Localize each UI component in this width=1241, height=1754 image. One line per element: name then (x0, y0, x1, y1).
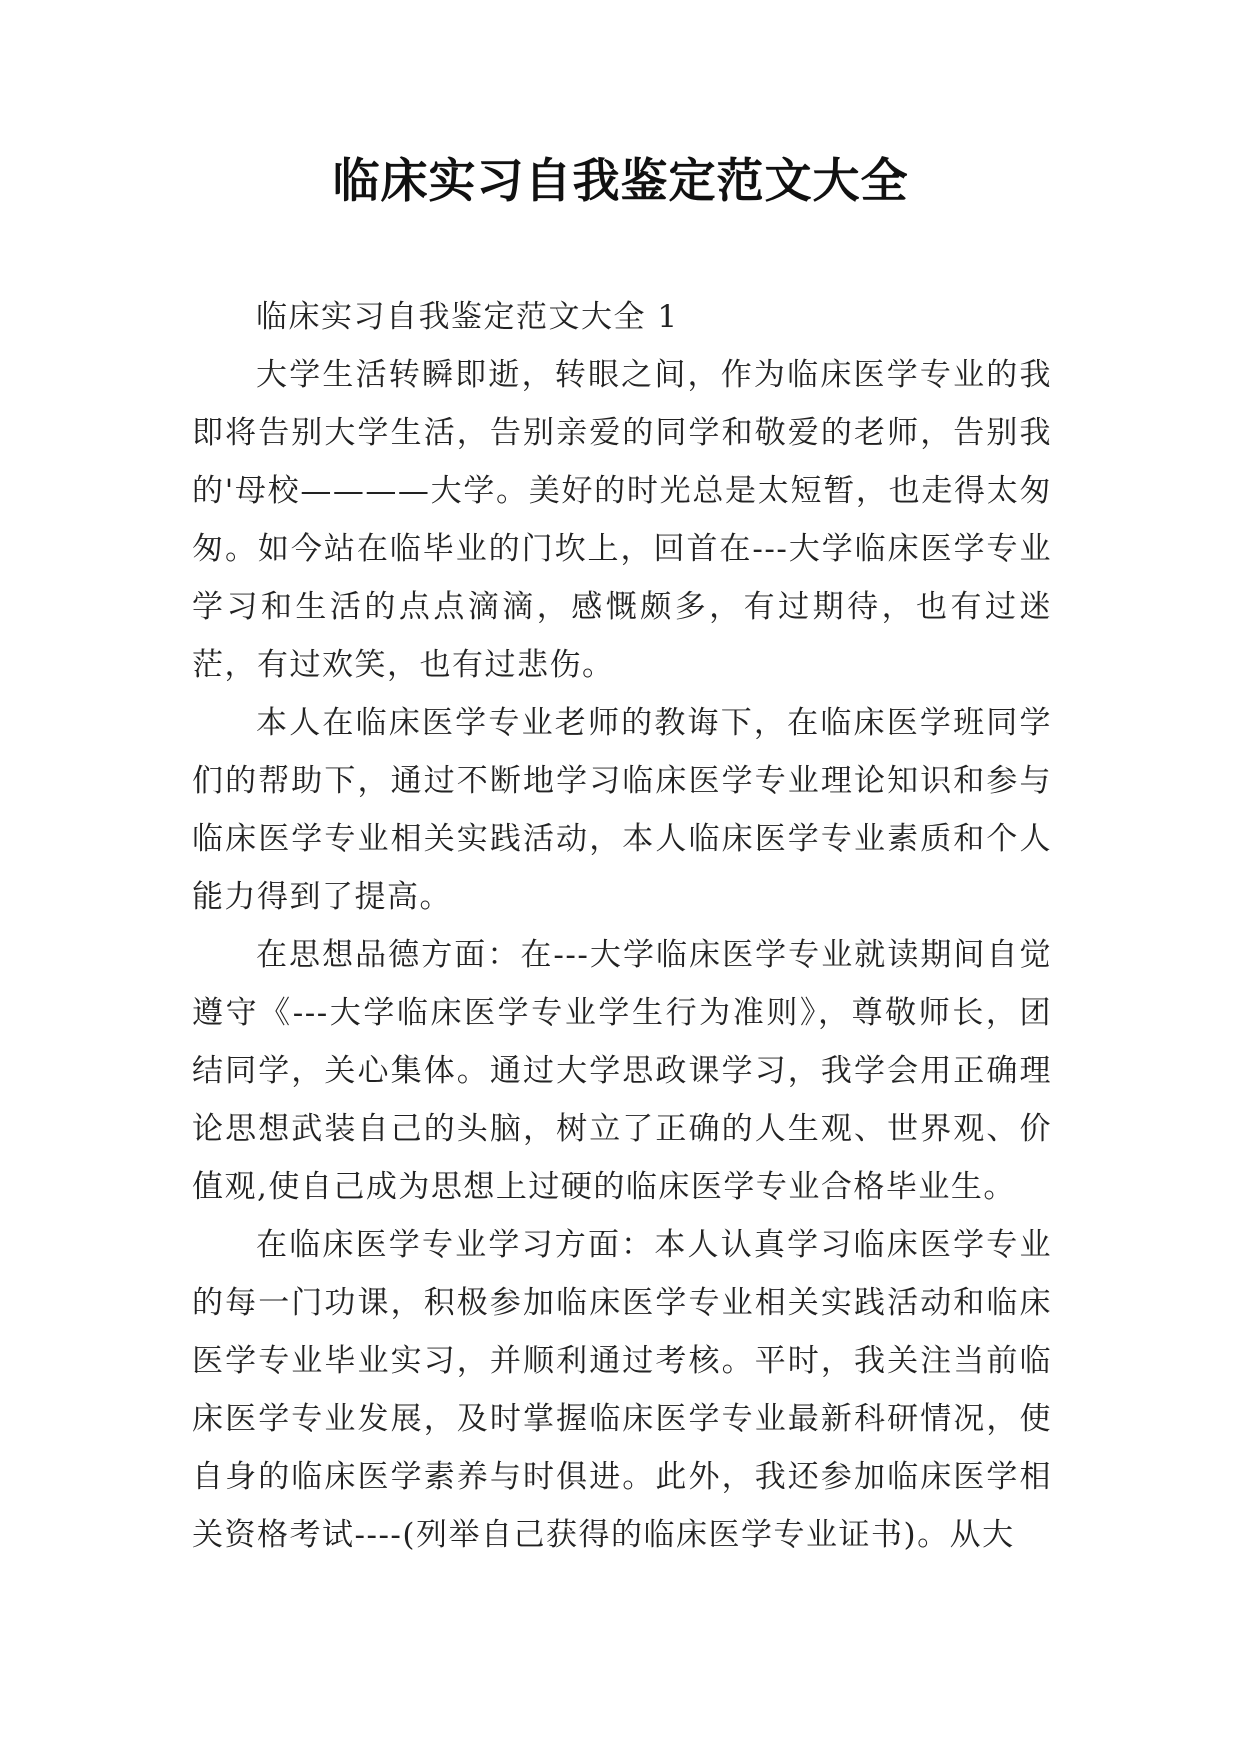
section-heading: 临床实习自我鉴定范文大全 1 (256, 299, 679, 335)
paragraph-ideology: 在思想品德方面：在---大学临床医学专业就读期间自觉遵守《---大学临床医学专业学生行为准则》，尊敬师长，团结同学，关心集体。通过大学思政课学习，我学会用正确理论思想武装自己的头脑，树立了正确的人生观、世界观、价值观,使自己成为思想上过硬的临床医学专业合格毕业生。 (192, 937, 1052, 1205)
paragraph-study: 在临床医学专业学习方面：本人认真学习临床医学专业的每一门功课，积极参加临床医学专业相关实践活动和临床医学专业毕业实习，并顺利通过考核。平时，我关注当前临床医学专业发展，及时掌握临床医学专业最新科研情况，使自身的临床医学素养与时俱进。此外，我还参加临床医学相关资格考试----(列举自己获得的临床医学专业证书)。从大 (192, 1227, 1052, 1553)
document-title: 临床实习自我鉴定范文大全 (332, 154, 909, 209)
paragraph-growth: 本人在临床医学专业老师的教诲下，在临床医学班同学们的帮助下，通过不断地学习临床医学专业理论知识和参与临床医学专业相关实践活动，本人临床医学专业素质和个人能力得到了提高。 (192, 705, 1052, 915)
document-body (192, 288, 1052, 1564)
paragraph-intro: 大学生活转瞬即逝，转眼之间，作为临床医学专业的我即将告别大学生活，告别亲爱的同学和敬爱的老师，告别我的'母校————大学。美好的时光总是太短暂，也走得太匆匆。如今站在临毕业的门坎上，回首在---大学临床医学专业学习和生活的点点滴滴，感慨颇多，有过期待，也有过迷茫，有过欢笑，也有过悲伤。 (192, 357, 1052, 683)
